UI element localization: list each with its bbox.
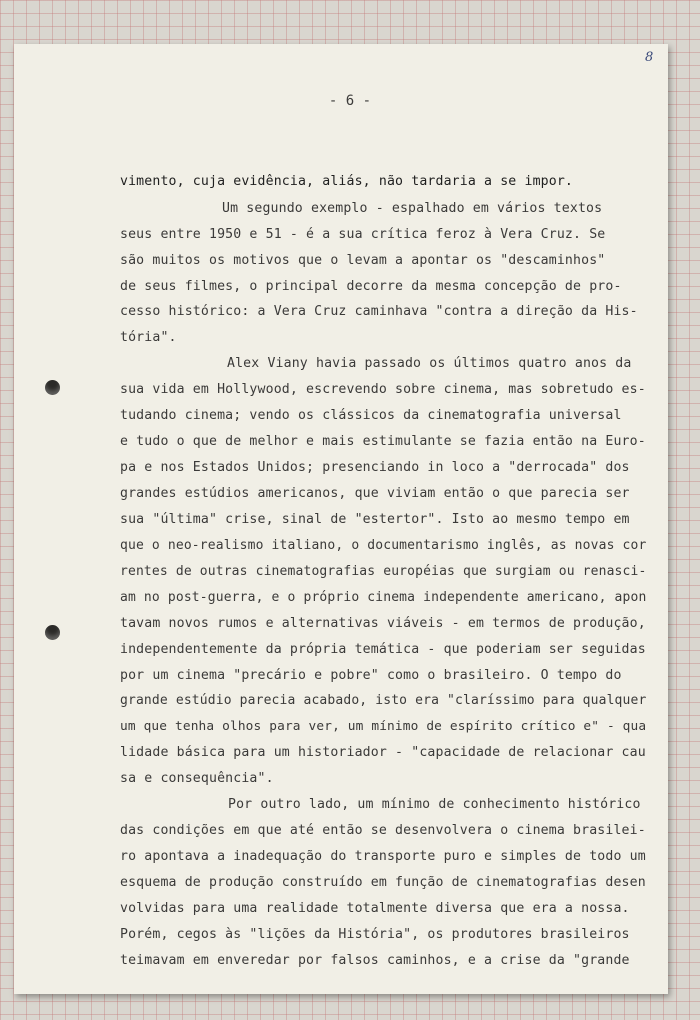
text-line: teimavam em enveredar por falsos caminhos, e a crise da "grande bbox=[120, 953, 630, 968]
text-line: pa e nos Estados Unidos; presenciando in loco a "derrocada" dos bbox=[120, 460, 630, 475]
text-line: Por outro lado, um mínimo de conhecimento histórico bbox=[228, 797, 641, 812]
text-line: Um segundo exemplo - espalhado em vários textos bbox=[222, 201, 603, 216]
handwritten-folio-number: 8 bbox=[645, 50, 654, 65]
text-line: esquema de produção construído em função de cinematografias desen bbox=[120, 875, 646, 890]
text-line: Porém, cegos às "lições da História", os produtores brasileiros bbox=[120, 927, 630, 942]
text-line: tavam novos rumos e alternativas viáveis - em termos de produção, bbox=[120, 616, 646, 631]
text-line: Alex Viany havia passado os últimos quatro anos da bbox=[227, 356, 632, 371]
text-line: por um cinema "precário e pobre" como o brasileiro. O tempo do bbox=[120, 668, 622, 683]
text-line: rentes de outras cinematografias européias que surgiam ou renasci- bbox=[120, 564, 647, 579]
text-line: um que tenha olhos para ver, um mínimo de espírito crítico e" - qua bbox=[120, 719, 647, 734]
text-line: am no post-guerra, e o próprio cinema independente americano, apon bbox=[120, 590, 647, 605]
text-line: volvidas para uma realidade totalmente diversa que era a nossa. bbox=[120, 901, 630, 916]
text-line: grande estúdio parecia acabado, isto era "claríssimo para qualquer bbox=[120, 693, 647, 708]
text-line: cesso histórico: a Vera Cruz caminhava "contra a direção da His- bbox=[120, 304, 638, 319]
text-line: tória". bbox=[120, 330, 177, 345]
text-line: ro apontava a inadequação do transporte puro e simples de todo um bbox=[120, 849, 646, 864]
text-line: seus entre 1950 e 51 - é a sua crítica feroz à Vera Cruz. Se bbox=[120, 227, 606, 242]
text-line: das condições em que até então se desenvolvera o cinema brasilei- bbox=[120, 823, 646, 838]
text-line: de seus filmes, o principal decorre da mesma concepção de pro- bbox=[120, 279, 622, 294]
text-line: lidade básica para um historiador - "capacidade de relacionar cau bbox=[120, 745, 646, 760]
text-line: que o neo-realismo italiano, o documentarismo inglês, as novas cor bbox=[120, 538, 647, 553]
text-line: sua "última" crise, sinal de "estertor". Isto ao mesmo tempo em bbox=[120, 512, 630, 527]
text-line: vimento, cuja evidência, aliás, não tardaria a se impor. bbox=[120, 174, 574, 189]
text-line: sua vida em Hollywood, escrevendo sobre cinema, mas sobretudo es- bbox=[120, 382, 646, 397]
text-line: são muitos os motivos que o levam a apontar os "descaminhos" bbox=[120, 253, 606, 268]
text-line: e tudo o que de melhor e mais estimulante se fazia então na Euro- bbox=[120, 434, 646, 449]
text-line: grandes estúdios americanos, que viviam então o que parecia ser bbox=[120, 486, 630, 501]
text-line: sa e consequência". bbox=[120, 771, 274, 786]
text-line: tudando cinema; vendo os clássicos da cinematografia universal bbox=[120, 408, 622, 423]
page-number: - 6 - bbox=[328, 93, 372, 109]
text-line: independentemente da própria temática - que poderiam ser seguidas bbox=[120, 642, 646, 657]
